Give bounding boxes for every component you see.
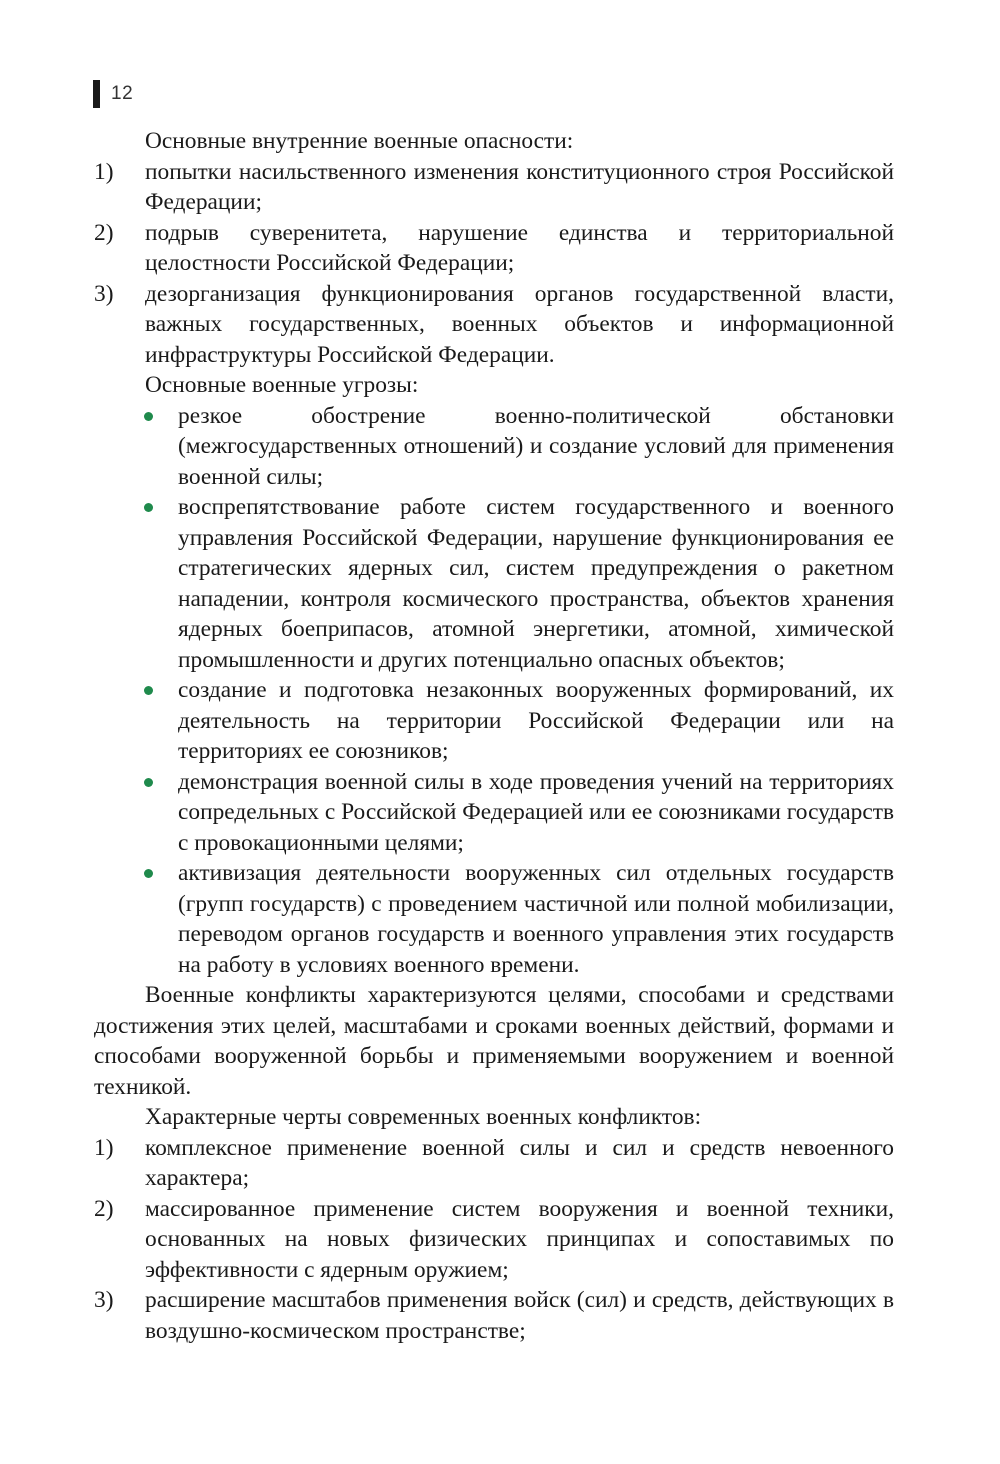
list-item-text: попытки насильственного изменения конституционного строя Российской Федерации; [145,158,894,215]
bullet-icon [144,686,153,695]
list-item-text: расширение масштабов применения войск (сил) и средств, действующих в воздушно-космическом пространстве; [145,1287,894,1344]
bullet-text: резкое обострение военно-политической обстановки (межгосударственных отношений) и создание условий для применения военной силы; [178,402,894,490]
bullet-icon [144,412,153,421]
section-internal-dangers-heading: Основные внутренние военные опасности: [145,128,574,154]
header-bar [93,80,100,108]
internal-dangers-list [94,157,894,371]
bullet-item [94,675,894,767]
list-item-number: 3) [94,1287,114,1313]
list-item-number: 1) [94,1134,114,1161]
list-item-number: 1) [94,158,114,185]
conflict-features-list [94,1133,894,1347]
section-conflict-features-heading: Характерные черты современных военных конфликтов: [145,1104,702,1130]
list-item [94,1133,894,1194]
bullet-text: активизация деятельности вооруженных сил отдельных государств (групп государств) с проведением частичной или полной мобилизации, переводом органов государств и военного управления этих государств на работу в условиях военного времени. [178,860,894,978]
list-item-number: 3) [94,280,114,307]
list-item-text: массированное применение систем вооружения и военной техники, основанных на новых физических принципах и сопоставимых по эффективности с ядерным оружием; [145,1195,894,1283]
bullet-item [94,492,894,675]
list-item [94,279,894,371]
bullet-icon [144,503,153,512]
list-item-text: дезорганизация функционирования органов государственной власти, важных государственных, военных объектов и информационной инфраструктуры Российской Федерации. [145,280,894,368]
page-body [94,126,894,1346]
military-threats-list [94,401,894,981]
list-item-number: 2) [94,1195,114,1222]
bullet-icon [144,869,153,878]
bullet-text: воспрепятствование работе систем государственного и военного управления Российской Федерации, нарушение функционирования ее стратегических ядерных сил, систем предупреждения о ракетном нападении, контроля космического пространства, объектов хранения ядерных боеприпасов, атомной энергетики, атомной, химической промышленности и других потенциально опасных объектов; [178,494,894,673]
page-number: 12 [111,83,134,104]
military-conflicts-paragraph: Военные конфликты характеризуются целями, способами и средствами достижения этих целей, масштабами и сроками военных действий, формами и способами вооруженной борьбы и применяемыми вооружением и военной техникой. [94,982,894,1100]
section-military-threats-heading: Основные военные угрозы: [145,372,419,398]
page-header [93,80,133,108]
list-item [94,218,894,279]
list-item-number: 2) [94,219,114,246]
list-item-text: подрыв суверенитета, нарушение единства и территориальной целостности Российской Федерации; [145,219,894,276]
list-item [94,157,894,218]
list-item-text: комплексное применение военной силы и сил и средств невоенного характера; [145,1134,894,1191]
bullet-text: демонстрация военной силы в ходе проведения учений на территориях сопредельных с Российской Федерацией или ее союзниками государств с провокационными целями; [178,768,894,856]
list-item [94,1194,894,1286]
bullet-item [94,401,894,493]
bullet-item [94,767,894,859]
bullet-item [94,858,894,980]
list-item [94,1285,894,1346]
bullet-icon [144,778,153,787]
bullet-text: создание и подготовка незаконных вооруженных формирований, их деятельность на территории Российской Федерации или на территориях ее союзников; [178,677,894,764]
